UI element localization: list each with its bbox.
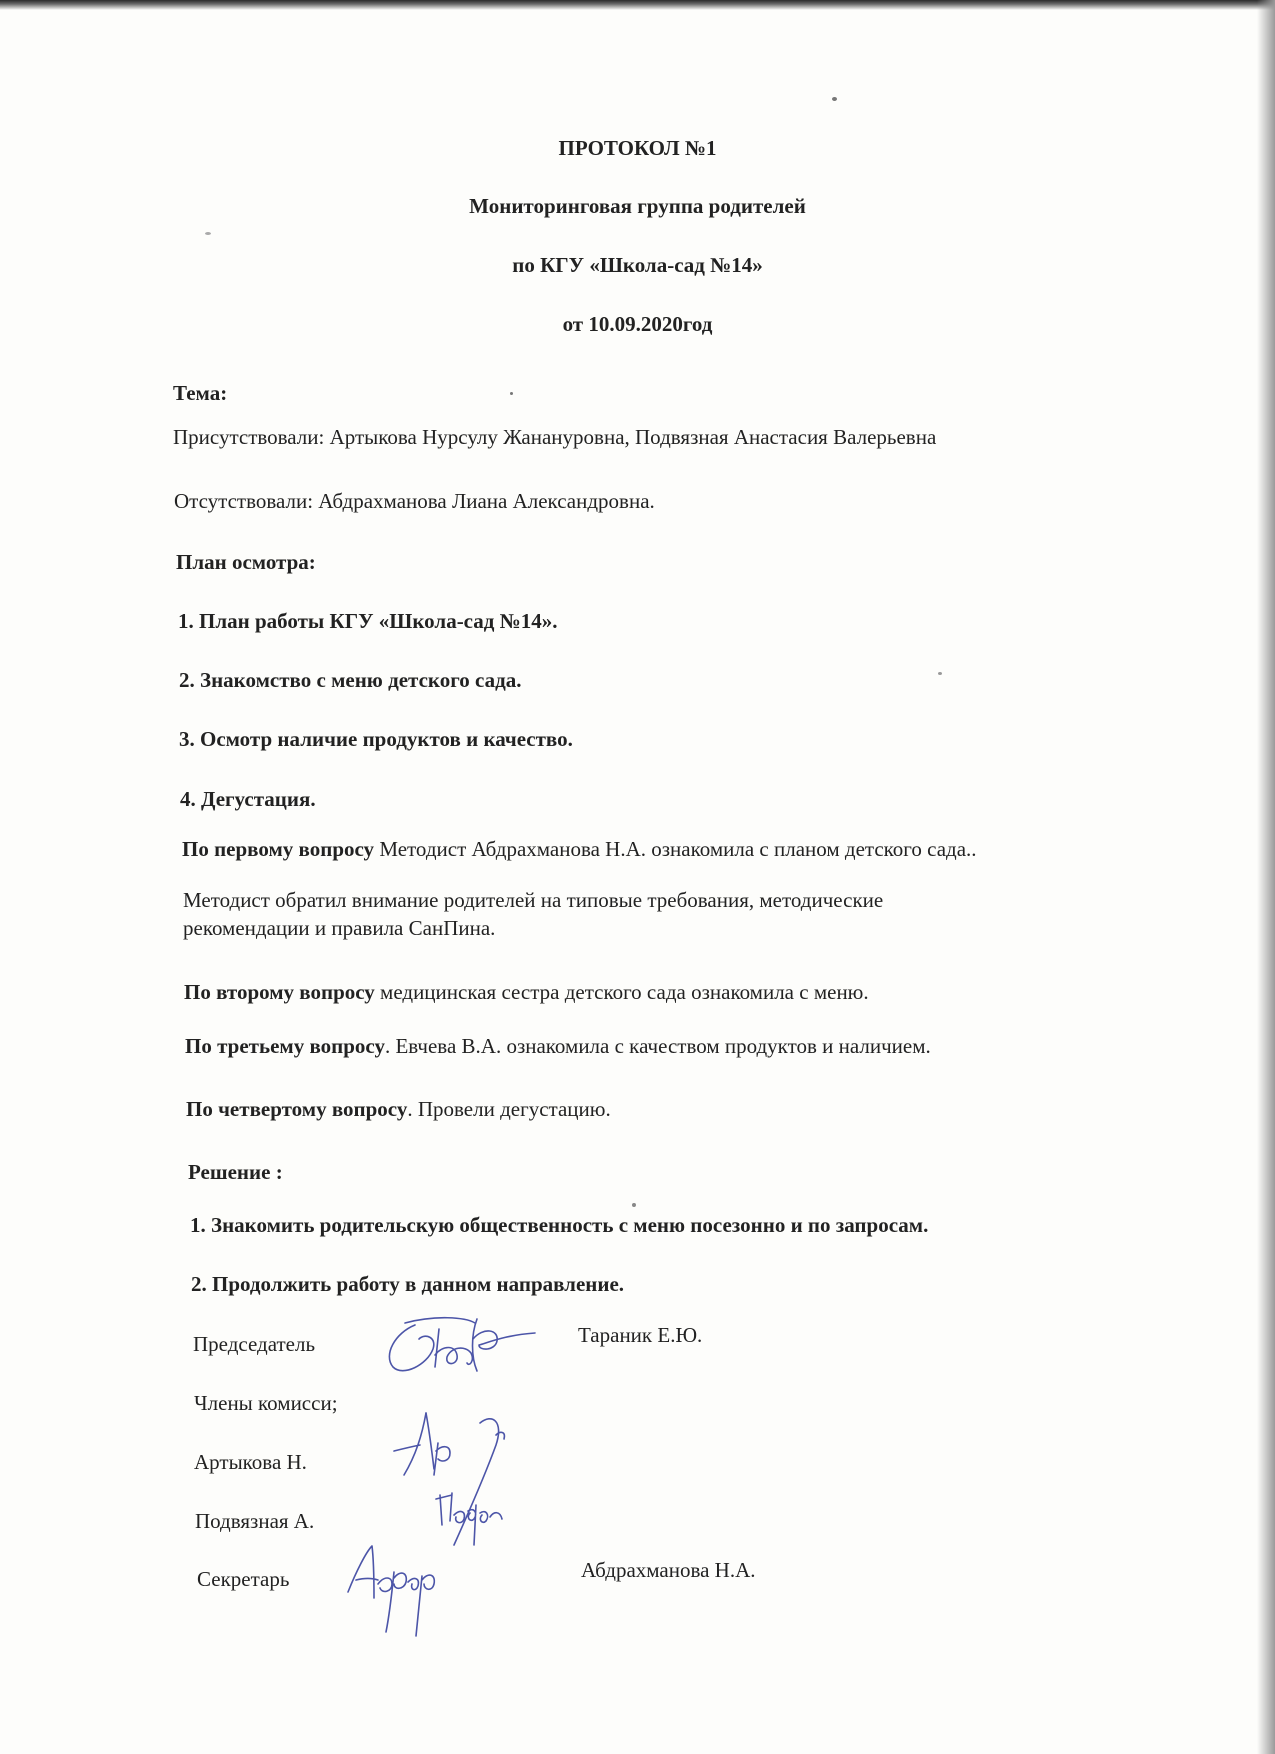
- secretary-name: Абдрахманова Н.А.: [581, 1558, 756, 1582]
- plan-item: 2. Знакомство с меню детского сада.: [179, 668, 522, 692]
- secretary-label: Секретарь: [197, 1567, 290, 1591]
- question-2-label: По второму вопросу: [184, 980, 375, 1004]
- scan-speck: [632, 1203, 636, 1207]
- question-4-text: . Провели дегустацию.: [407, 1097, 611, 1121]
- secretary-signature: [338, 1532, 458, 1642]
- decision-item: 2. Продолжить работу в данном направление.: [191, 1272, 625, 1296]
- question-3-paragraph: [185, 1034, 931, 1059]
- question-2-text: медицинская сестра детского сада ознакомила с меню.: [374, 980, 869, 1004]
- organization-line: по КГУ «Школа-сад №14»: [512, 253, 763, 277]
- question-1-text: Методист Абдрахманова Н.А. ознакомила с планом детского сада..: [374, 837, 977, 861]
- absent-line: Отсутствовали: Абдрахманова Лиана Александровна.: [174, 489, 655, 513]
- question-1-paragraph: [182, 837, 977, 862]
- question-1-note-line: рекомендации и правила СанПина.: [183, 916, 496, 940]
- members-label: Члены комисси;: [194, 1391, 338, 1415]
- scan-speck: [510, 392, 513, 395]
- decision-label: Решение :: [188, 1160, 283, 1184]
- plan-item: 1. План работы КГУ «Школа-сад №14».: [178, 609, 558, 633]
- question-3-label: По третьему вопросу: [185, 1034, 385, 1058]
- decision-item: 1. Знакомить родительскую общественность с меню посезонно и по запросам.: [190, 1213, 929, 1237]
- date-line: от 10.09.2020год: [562, 312, 713, 336]
- question-1-label: По первому вопросу: [182, 837, 375, 861]
- plan-item: 4. Дегустация.: [180, 787, 316, 811]
- plan-label: План осмотра:: [176, 550, 316, 574]
- scan-speck: [832, 97, 837, 101]
- question-4-paragraph: [186, 1097, 611, 1122]
- chair-name: Тараник Е.Ю.: [578, 1323, 703, 1347]
- document-subtitle: Мониторинговая группа родителей: [469, 194, 806, 218]
- question-4-label: По четвертому вопросу: [186, 1097, 408, 1121]
- document-title: ПРОТОКОЛ №1: [558, 136, 717, 160]
- member-name: Подвязная А.: [195, 1509, 315, 1533]
- scan-edge-top: [0, 0, 1275, 10]
- topic-label: Тема:: [173, 381, 228, 405]
- chair-signature: [375, 1305, 550, 1385]
- scan-speck: [205, 232, 211, 235]
- plan-item: 3. Осмотр наличие продуктов и качество.: [179, 727, 573, 751]
- chair-label: Председатель: [193, 1332, 316, 1356]
- present-line: Присутствовали: Артыкова Нурсулу Жанануровна, Подвязная Анастасия Валерьевна: [173, 425, 937, 449]
- question-1-note-line: Методист обратил внимание родителей на типовые требования, методические: [183, 888, 884, 912]
- scan-speck: [938, 672, 942, 675]
- question-2-paragraph: [184, 980, 869, 1005]
- question-3-text: . Евчева В.А. ознакомила с качеством продуктов и наличием.: [384, 1034, 931, 1058]
- member-name: Артыкова Н.: [194, 1450, 307, 1474]
